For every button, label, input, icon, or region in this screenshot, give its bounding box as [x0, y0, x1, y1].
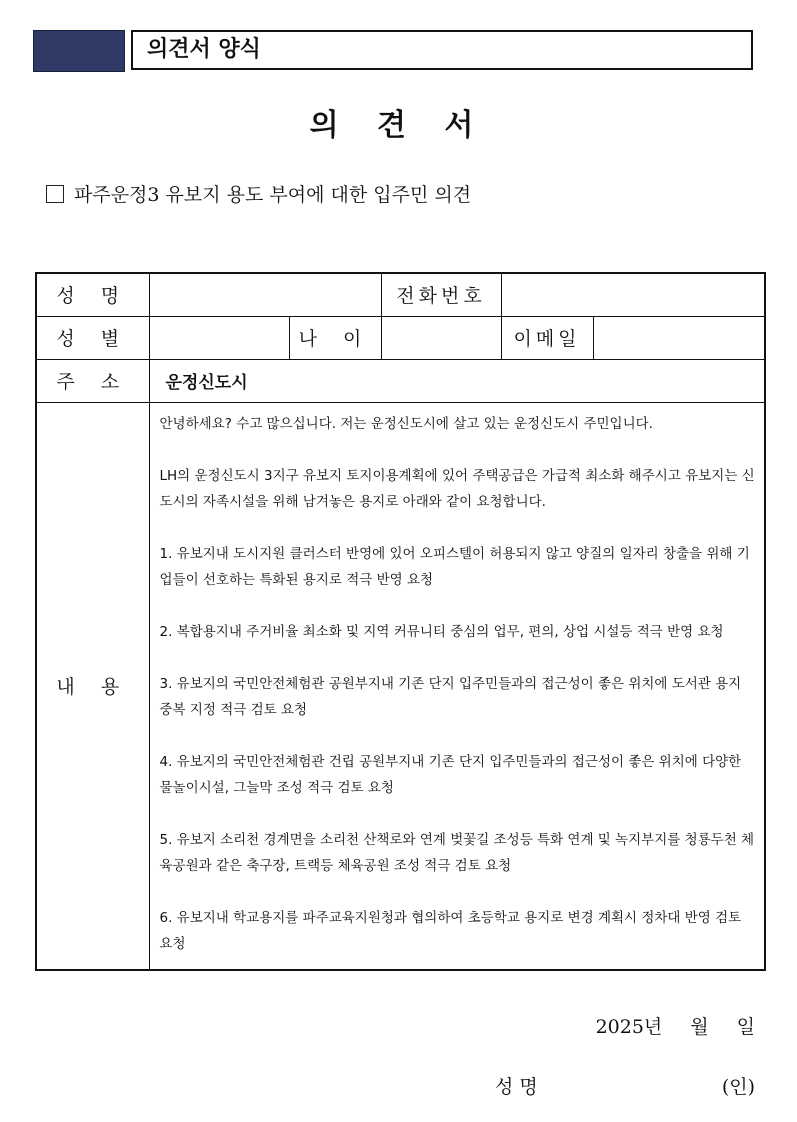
seal-mark: (인)	[721, 1076, 755, 1098]
date-month: 월	[690, 1016, 709, 1038]
age-label: 나 이	[289, 316, 381, 359]
header-title: 의견서 양식	[131, 30, 753, 70]
content-paragraph: LH의 운정신도시 3지구 유보지 토지이용계획에 있어 주택공급은 가급적 최소화 해주시고 유보지는 신도시의 자족시설을 위해 남겨놓은 용지로 아래와 같이 요청합니다.	[159, 467, 755, 510]
gender-label: 성 별	[36, 316, 149, 359]
content-paragraph: 안녕하세요? 수고 많으십니다. 저는 운정신도시에 살고 있는 운정신도시 주민입니다.	[159, 415, 653, 432]
content-paragraph: 4. 유보지의 국민안전체험관 건립 공원부지내 기존 단지 입주민들과의 접근성이 좋은 위치에 다양한 물놀이시설, 그늘막 조성 적극 검토 요청	[159, 753, 742, 796]
header-accent-block	[33, 30, 125, 72]
name-field[interactable]	[149, 273, 381, 316]
subject-text: 파주운정3 유보지 용도 부여에 대한 입주민 의견	[74, 184, 472, 206]
age-field[interactable]	[381, 316, 501, 359]
content-paragraph: 3. 유보지의 국민안전체험관 공원부지내 기존 단지 입주민들과의 접근성이 좋은 위치에 도서관 용지 중복 지정 적극 검토 요청	[159, 675, 742, 718]
phone-field[interactable]	[501, 273, 765, 316]
content-field[interactable]	[149, 402, 765, 970]
checkbox-square-icon[interactable]	[46, 185, 64, 203]
content-paragraph: 5. 유보지 소리천 경계면을 소리천 산책로와 연계 벚꽃길 조성등 특화 연계 및 녹지부지를 청룡두천 체육공원과 같은 축구장, 트랙등 체육공원 조성 적극 검토 요청	[159, 831, 755, 874]
content-paragraph: 2. 복합용지내 주거비율 최소화 및 지역 커뮤니티 중심의 업무, 편의, 상업 시설등 적극 반영 요청	[159, 623, 724, 640]
email-label: 이메일	[501, 316, 593, 359]
opinion-form-table	[35, 272, 766, 971]
signature-label: 성 명	[495, 1076, 538, 1098]
date-year: 2025년	[595, 1016, 663, 1038]
address-field[interactable]: 운정신도시	[149, 359, 765, 402]
document-subject	[46, 180, 471, 207]
date-line	[596, 1012, 755, 1039]
phone-label: 전화번호	[381, 273, 501, 316]
content-paragraph: 6. 유보지내 학교용지를 파주교육지원청과 협의하여 초등학교 용지로 변경 계획시 정차대 반영 검토 요청	[159, 909, 742, 952]
gender-field[interactable]	[149, 316, 289, 359]
document-title: 의 견 서	[309, 108, 488, 143]
content-paragraph: 1. 유보지내 도시지원 클러스터 반영에 있어 오피스텔이 허용되지 않고 양질의 일자리 창출을 위해 기업들이 선호하는 특화된 용지로 적극 반영 요청	[159, 545, 750, 588]
email-field[interactable]	[593, 316, 765, 359]
address-label: 주 소	[36, 359, 149, 402]
name-label: 성 명	[36, 273, 149, 316]
content-label: 내 용	[36, 402, 149, 970]
date-day: 일	[736, 1016, 755, 1038]
